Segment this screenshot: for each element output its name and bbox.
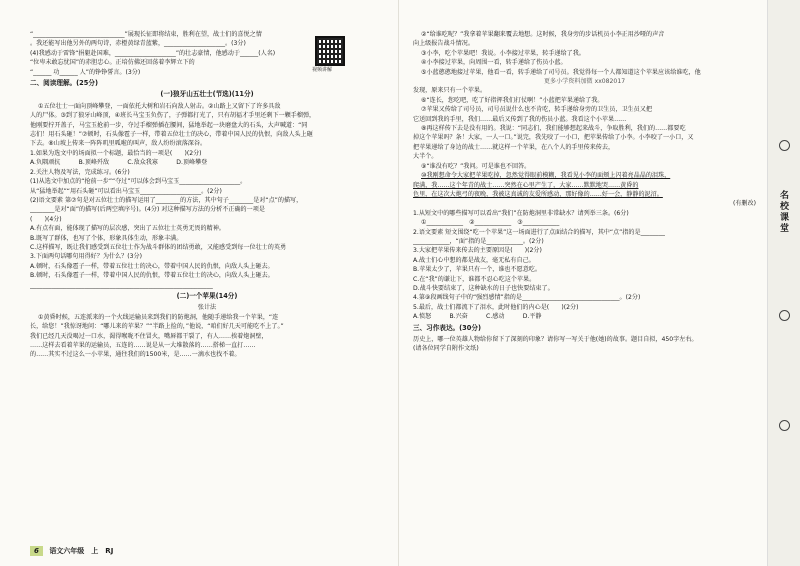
right-text-line: B.苹果太少了，苹果只有一个，谁也不愿意吃。: [413, 266, 541, 274]
right-text-line: 向上级报告战斗情况。: [413, 40, 474, 48]
binding-hole-icon: [779, 310, 790, 321]
left-text-line: (2)语文要素 第⑦句是对五位壮士的描写运用了________的方法，其中句子________是对“点”的描写，: [30, 196, 303, 204]
left-text-line: 从“猛地举起”“用石头砸”可以看出马宝玉____________________。(2分): [30, 187, 222, 195]
left-text-line: (1)从选文中加点的“抢前一步”“夺过”可以体会到马宝玉____________________。: [30, 178, 247, 186]
left-text-line: 二、阅读理解。(25分): [30, 79, 98, 88]
source-note: (有删改): [732, 200, 756, 208]
left-page: [0, 0, 398, 566]
right-text-line: D.战斗快要结束了，这种缺水的日子也快要结束了。: [413, 284, 554, 292]
left-text-line: A.顿时，石头像雹子一样，带着五位壮士的决心，带着中国人民的仇恨，向敌人头上砸去。: [30, 262, 274, 270]
right-text-line: 爬满，我……这个年青的战士……突然在心里产生了，大家……默默地哭……黄昏的: [413, 181, 639, 189]
right-text-line: ⑦苹果又传给了司号员，司号员说什么也不肯吃，转手递给身旁的卫生员，卫生员又把: [421, 106, 652, 114]
left-text-line: “______ 功______ 人”的铮铮誓言。(3分): [30, 68, 141, 76]
left-text-line: 2.关注人物及写法，完成练习。(6分): [30, 168, 130, 176]
right-text-line: ⑤小蓝憨憨地接过苹果，他看一看，转手递给了司号员。我觉得每一个人都知道这个苹果应该给谁吃，他: [421, 68, 701, 76]
left-text-line: ①五位壮士一面向顶峰攀登，一面依托大树和岩石向敌人射击。②山路上又留下了许多具敌: [38, 102, 281, 110]
binding-hole-icon: [779, 420, 790, 431]
right-text-line: A.愤怒 B.兴奋 C.感动 D.平静: [413, 313, 542, 321]
left-text-line: B.既写了群体，也写了个体，形象具体生动，形象丰满。: [30, 234, 183, 242]
sidebar-binding: [767, 0, 800, 566]
right-text-line: 发现，原来只有一个苹果。: [413, 87, 487, 95]
left-text-line: 的……其实不过这么一小苹果，通往我们的1500米，是……一滴水也找不着。: [30, 351, 241, 359]
right-text-line: ⑥“连长，您吃吧，吃了好指挥我们打仗啊！”小蓝把苹果递给了我。: [421, 96, 604, 104]
left-text-line: (二)一个苹果(14分): [176, 291, 238, 300]
right-text-line: 色里，在这次大炮弓的夜晚，我被这真诚的友爱所感动，那好像的……好一会，静静的泥沼。: [413, 190, 663, 198]
right-text-line: ④小李接过苹果，向周围一看，转手递给了伤员小蓝。: [421, 59, 567, 67]
right-text-line: 大半个。: [413, 153, 438, 161]
left-text-line: ( )(4分): [30, 215, 62, 223]
page-footer: [30, 546, 113, 556]
right-text-line: ⑧再这样传下去是没有用的。我说：“同志们，我们能够想起来战斗，争取胜利，我们的……都要吃: [421, 125, 686, 133]
left-text-line: C.这样描写，既让我们感受到五位壮士作为战斗群体的团结勇敢，又能感受到每一位壮士的英勇: [30, 243, 287, 251]
left-text-line: 3.下面两句话哪句用得好？为什么？(3分): [30, 253, 142, 261]
left-text-line: ①黄昏时候，五连派来的一个火线运输员来到我们的防炮洞，他随手递给我一个苹果，“连: [38, 313, 279, 321]
left-text-line: 志们！用石头砸！”⑦顿时，石头像雹子一样，带着五位壮士的决心，带着中国人民的仇恨，向敌人头上砸: [30, 131, 313, 139]
footer-text: 语文六年级 上 RJ: [49, 547, 114, 555]
right-text-line: ⑩我刚想命令大家把苹果吃掉，忽然觉得眼前模糊，我看见小李的面颊上闪着亮晶晶的泪珠，: [421, 172, 671, 180]
sidebar-title: 名校课堂: [778, 190, 788, 234]
left-text-line: 张计法: [197, 304, 217, 312]
page-number: 6: [30, 546, 43, 556]
left-text-line: 人的尸体。③到了狼牙山峰顶，④班长马宝玉负伤了，子弹都打光了，只有胡福才手里还剩下一颗手榴弹，: [30, 112, 316, 120]
qr-code-icon[interactable]: [315, 36, 345, 66]
left-text-line: ____________________________________________________________: [30, 281, 213, 289]
qr-label: 视频讲解: [312, 67, 333, 73]
right-text-line: C.在“我”的谦让下，谁都不忍心吃这个苹果。: [413, 275, 536, 283]
left-text-line: (4)我感动于雷锋“捐躯赴国难，____________________”的壮志豪情，他感动于______(人名): [30, 49, 276, 57]
left-text-line: B.顿时，石头像雹子一样，带着中国人民的仇恨，带着五位壮士的决心，向敌人头上砸去。: [30, 272, 274, 280]
right-text-line: 1.从短文中的哪些描写可以看出“我们”在防炮洞里非常缺水？请列举三条。(6分): [413, 209, 629, 217]
right-text-line: 把苹果递给了身边的战士……就这样一个苹果，在八个人的手里传来传去，: [413, 143, 615, 151]
right-text-line: ⑨“谁没有吃？”我问。可是谁也不回答。: [421, 162, 531, 170]
left-text-line: 1.如果为选文中的场面拟一个标题，最恰当的一项是( )(2分): [30, 149, 202, 157]
left-text-line: (一)狼牙山五壮士(节选)(11分): [160, 90, 254, 99]
right-text-line: 2.语文要素 短文围绕“吃一个苹果”这一场面进行了点面结合的描写，其中“点”指的是________: [413, 228, 665, 236]
right-text-line: 历史上，哪一位英雄人物给你留下了深刻的印象？请你写一写关于他(她)的故事。题目自拟，450字左右。: [413, 336, 698, 343]
right-text-line: 3.大家把苹果传来传去的主要原因是( )(2分): [413, 247, 542, 255]
left-text-line: “______________________________”展现长征即将结束，胜利在望，战士们的喜悦之情: [30, 31, 262, 38]
left-text-line: A.负隅顽抗 B.顶峰歼敌 C.敌众我寡 D.顶峰攀登: [30, 159, 208, 167]
right-text-line: 5.最后，战士们都流下了泪水，此时他们的内心是( )(2分): [413, 303, 579, 311]
left-text-line: 长，给您！”我惊讶地问：“哪儿来的苹果？”“半路上捡的，”他说，“咱们好几天可能吃不上了。”: [30, 323, 284, 331]
right-text-line: ①____________ ②____________ ③____________: [421, 219, 560, 227]
right-page: [398, 0, 800, 566]
left-text-line: 我们已经几天没喝过一口水，渴得喉咙不住冒火，嘴唇都干裂了，有人……挨着炮洞壁，: [30, 332, 268, 340]
left-text-line: 。我还能写出他另外的两句诗，赤橙黄绿青蓝紫，____________________。(3分): [30, 40, 246, 48]
right-text-line: (请各位同学自附作文纸): [413, 345, 479, 353]
right-text-line: ③小李，吃个苹果吧！我说。小李接过苹果，转手递给了我。: [421, 49, 585, 57]
right-text-line: ____________，“面”指的是____________。(2分): [413, 237, 544, 245]
left-text-line: ……这样去看着苹果的运输员，五连的……说是从一大堆散落的……搭梯一直打……: [30, 342, 256, 349]
left-text-line: 下去。⑧山坡上传来一阵阵叽里呱啦的叫声，敌人纷纷滚落深谷。: [30, 140, 207, 148]
binding-hole-icon: [779, 140, 790, 151]
right-text-line: 4.第⑨段画线句子中的“强烈感情”指的是________________________________。(2分): [413, 294, 641, 302]
left-text-line: A.有点有面，能体现了描写的层次感，突出了五位壮士英勇无畏的精神。: [30, 225, 225, 233]
right-text-line: 掉这个苹果吗？条！大家，一人一口。”说完，我先咬了一小口，把苹果传给了小李。小李咬了一小口，又: [413, 134, 694, 142]
left-text-line: ________是对“面”的描写(后两空填序号)。(4分) 对这种描写方法的分析不正确的一项是: [30, 206, 265, 214]
watermark-text: 更多小学资料加微 xx082017: [543, 78, 626, 86]
right-text-line: 三、习作表达。(30分): [413, 323, 481, 332]
right-text-line: 它送回到我的手里，我们……最后又传到了我的伤员小蓝。我看这个小苹果……: [413, 115, 627, 123]
right-text-line: A.战士们心中想的都是战友，毫无私有自己。: [413, 256, 535, 264]
left-text-line: 他刚要拧开盖子，马宝玉抢前一步，夺过手榴弹插在腰间，猛地举起一块磨盘大的石头，大声喊道：“同: [30, 121, 308, 129]
right-text-line: ②“给谁吃呢？”我拿着苹果翻来覆去地想。这时候，我身旁的步话机员小李正用沙哑的声音: [421, 31, 665, 38]
left-text-line: “位卑未敢忘忧国”的赤胆忠心。正培仿佛还回荡着李辉立下的: [30, 59, 195, 67]
